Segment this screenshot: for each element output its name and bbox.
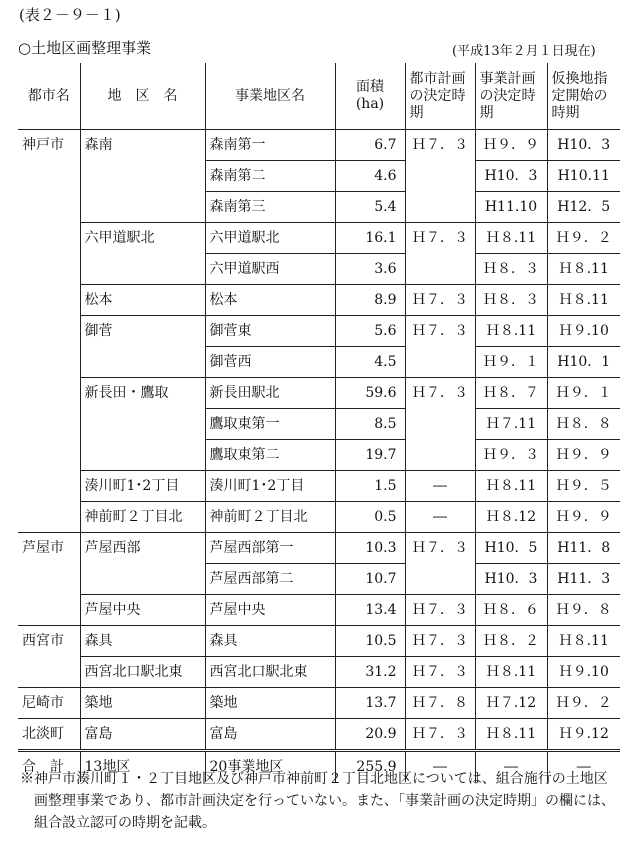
district-cell: 芦屋西部 <box>80 533 205 564</box>
city-cell <box>18 254 80 285</box>
table-row <box>18 688 620 719</box>
table-row <box>18 223 620 254</box>
district-cell: 新長田・鷹取 <box>80 378 205 409</box>
area-cell: 10.7 <box>335 564 405 595</box>
city-cell <box>18 285 80 316</box>
table-row <box>18 595 620 626</box>
replot-date-cell: H10.11 <box>547 161 620 192</box>
table-row <box>18 533 620 564</box>
city-cell <box>18 440 80 471</box>
city-cell <box>18 192 80 223</box>
table-row <box>18 440 620 471</box>
city-plan-date-cell <box>405 440 475 471</box>
project-plan-date-cell: Ｈ９．３ <box>475 440 547 471</box>
city-cell <box>18 409 80 440</box>
city-cell: 芦屋市 <box>18 533 80 564</box>
project-name-cell: 御菅西 <box>205 347 335 378</box>
project-name-cell: 芦屋西部第一 <box>205 533 335 564</box>
district-cell <box>80 409 205 440</box>
city-plan-date-cell: ― <box>405 502 475 533</box>
city-cell <box>18 471 80 502</box>
project-plan-date-cell: ― <box>475 751 547 783</box>
city-cell: 合 計 <box>18 751 80 783</box>
city-cell <box>18 316 80 347</box>
replot-date-cell: Ｈ９．２ <box>547 688 620 719</box>
city-plan-date-cell: Ｈ７．３ <box>405 130 475 161</box>
replot-date-cell: H11．8 <box>547 533 620 564</box>
project-name-cell: 六甲道駅北 <box>205 223 335 254</box>
area-cell: 1.5 <box>335 471 405 502</box>
replot-date-cell: ― <box>547 751 620 783</box>
city-plan-date-cell: Ｈ７．３ <box>405 316 475 347</box>
city-cell <box>18 595 80 626</box>
city-cell <box>18 502 80 533</box>
area-cell: 3.6 <box>335 254 405 285</box>
city-plan-date-cell <box>405 409 475 440</box>
district-cell: 六甲道駅北 <box>80 223 205 254</box>
project-name-cell: 森南第二 <box>205 161 335 192</box>
area-cell: 16.1 <box>335 223 405 254</box>
city-cell: 北淡町 <box>18 719 80 751</box>
replot-date-cell: Ｈ９．１ <box>547 378 620 409</box>
project-plan-date-cell: Ｈ８．６ <box>475 595 547 626</box>
project-name-cell: 松本 <box>205 285 335 316</box>
table-row <box>18 254 620 285</box>
project-name-cell: 御菅東 <box>205 316 335 347</box>
table-number: (表２－９－１) <box>19 6 121 24</box>
replot-date-cell: Ｈ８．８ <box>547 409 620 440</box>
table-row <box>18 502 620 533</box>
city-cell <box>18 564 80 595</box>
replot-date-cell: Ｈ９.12 <box>547 719 620 751</box>
as-of-date: (平成13年２月１日現在) <box>452 44 596 59</box>
district-cell <box>80 440 205 471</box>
replot-date-cell: Ｈ９.10 <box>547 316 620 347</box>
city-plan-date-cell: Ｈ７．３ <box>405 657 475 688</box>
area-cell: 13.7 <box>335 688 405 719</box>
city-plan-date-cell <box>405 254 475 285</box>
table-row <box>18 409 620 440</box>
table-row <box>18 316 620 347</box>
district-cell: 森南 <box>80 130 205 161</box>
city-plan-date-cell: Ｈ７．３ <box>405 533 475 564</box>
table-row <box>18 192 620 223</box>
district-cell: 森具 <box>80 626 205 657</box>
project-plan-date-cell: Ｈ８．３ <box>475 254 547 285</box>
project-name-cell: 鷹取東第一 <box>205 409 335 440</box>
city-cell: 神戸市 <box>22 137 64 153</box>
replot-date-cell: Ｈ８.11 <box>547 285 620 316</box>
project-plan-date-cell: Ｈ８.12 <box>475 502 547 533</box>
area-cell: 4.6 <box>335 161 405 192</box>
project-plan-date-cell: Ｈ８．２ <box>475 626 547 657</box>
project-name-cell: 森南第三 <box>205 192 335 223</box>
area-cell: 10.3 <box>335 533 405 564</box>
city-cell <box>18 161 80 192</box>
replot-date-cell: Ｈ９．９ <box>547 502 620 533</box>
project-plan-date-cell: Ｈ８.11 <box>475 316 547 347</box>
city-plan-date-cell: Ｈ７．３ <box>405 719 475 751</box>
city-plan-date-cell <box>405 564 475 595</box>
project-plan-date-cell: Ｈ７.12 <box>475 688 547 719</box>
header-area: 面積 (ha) <box>335 63 405 130</box>
replot-date-cell: Ｈ９．８ <box>547 595 620 626</box>
area-cell: 6.7 <box>335 130 405 161</box>
area-cell: 59.6 <box>335 378 405 409</box>
project-plan-date-cell: Ｈ８．３ <box>475 285 547 316</box>
project-name-cell: 鷹取東第二 <box>205 440 335 471</box>
header-project-plan: 事業計画の決定時期 <box>475 63 547 130</box>
table-title: ○土地区画整理事業 <box>18 39 152 57</box>
city-cell <box>18 378 80 409</box>
city-cell: 西宮市 <box>18 626 80 657</box>
project-plan-date-cell: Ｈ８.11 <box>475 471 547 502</box>
city-cell <box>18 347 80 378</box>
table-row <box>18 285 620 316</box>
project-name-cell: 富島 <box>205 719 335 751</box>
table-row <box>18 161 620 192</box>
project-plan-date-cell: H10．3 <box>475 161 547 192</box>
district-cell: 御菅 <box>80 316 205 347</box>
project-plan-date-cell: Ｈ７.11 <box>475 409 547 440</box>
project-name-cell: 森南第一 <box>205 130 335 161</box>
project-plan-date-cell: Ｈ９．１ <box>475 347 547 378</box>
area-cell: 5.6 <box>335 316 405 347</box>
area-cell: 8.5 <box>335 409 405 440</box>
project-plan-date-cell: H10．5 <box>475 533 547 564</box>
city-cell <box>18 657 80 688</box>
district-cell: 松本 <box>80 285 205 316</box>
district-cell: 西宮北口駅北東 <box>80 657 205 688</box>
replot-date-cell: H10．1 <box>547 347 620 378</box>
area-cell: 4.5 <box>335 347 405 378</box>
project-plan-date-cell: H11.10 <box>475 192 547 223</box>
header-replot: 仮換地指定開始の時期 <box>547 63 620 130</box>
city-plan-date-cell <box>405 347 475 378</box>
city-plan-date-cell: ― <box>405 751 475 783</box>
city-plan-date-cell: Ｈ７．８ <box>405 688 475 719</box>
city-cell: 尼崎市 <box>18 688 80 719</box>
district-cell <box>80 254 205 285</box>
district-cell <box>80 347 205 378</box>
table-row <box>18 657 620 688</box>
replot-date-cell: Ｈ９．９ <box>547 440 620 471</box>
city-cell <box>18 223 80 254</box>
project-name-cell: 新長田駅北 <box>205 378 335 409</box>
city-plan-date-cell: ― <box>405 471 475 502</box>
area-cell: 10.5 <box>335 626 405 657</box>
replot-date-cell: Ｈ９．２ <box>547 223 620 254</box>
project-name-cell: 芦屋中央 <box>205 595 335 626</box>
land-readjustment-table <box>18 63 620 782</box>
header-project-area: 事業地区名 <box>205 63 335 130</box>
district-cell: 湊川町1･2丁目 <box>80 471 205 502</box>
area-cell: 255.9 <box>335 751 405 783</box>
table-row <box>18 719 620 751</box>
project-name-cell: 六甲道駅西 <box>205 254 335 285</box>
project-plan-date-cell: Ｈ８．７ <box>475 378 547 409</box>
footnote: ※神戸市湊川町１・２丁目地区及び神戸市神前町２丁目北地区については、組合施行の土地区画整理事業であり、都市計画決定を行っていない。また、「事業計画の決定時期」の欄には、組合設立認可の時期を記載。 <box>20 771 615 831</box>
table-row <box>18 130 620 161</box>
city-plan-date-cell: Ｈ７．３ <box>405 223 475 254</box>
header-city-plan: 都市計画の決定時期 <box>405 63 475 130</box>
replot-date-cell: H11．3 <box>547 564 620 595</box>
table-row <box>18 564 620 595</box>
city-plan-date-cell <box>405 161 475 192</box>
district-cell <box>80 161 205 192</box>
replot-date-cell: Ｈ８.11 <box>547 254 620 285</box>
replot-date-cell: Ｈ８.11 <box>547 626 620 657</box>
area-cell: 8.9 <box>335 285 405 316</box>
table-header-row <box>18 63 620 130</box>
project-plan-date-cell: Ｈ８.11 <box>475 657 547 688</box>
project-name-cell: 20事業地区 <box>205 751 335 783</box>
replot-date-cell: Ｈ９.10 <box>547 657 620 688</box>
table-row <box>18 347 620 378</box>
project-name-cell: 神前町２丁目北 <box>205 502 335 533</box>
city-plan-date-cell: Ｈ７．３ <box>405 626 475 657</box>
district-cell <box>80 564 205 595</box>
district-cell <box>80 192 205 223</box>
project-name-cell: 芦屋西部第二 <box>205 564 335 595</box>
project-plan-date-cell: Ｈ８.11 <box>475 223 547 254</box>
area-cell: 31.2 <box>335 657 405 688</box>
area-cell: 13.4 <box>335 595 405 626</box>
project-name-cell: 森具 <box>205 626 335 657</box>
city-plan-date-cell: Ｈ７．３ <box>405 595 475 626</box>
project-name-cell: 湊川町1･2丁目 <box>205 471 335 502</box>
district-cell: 芦屋中央 <box>80 595 205 626</box>
replot-date-cell: H10．3 <box>547 130 620 161</box>
project-plan-date-cell: H10．3 <box>475 564 547 595</box>
replot-date-cell: H12．5 <box>547 192 620 223</box>
project-name-cell: 築地 <box>205 688 335 719</box>
table-row <box>18 378 620 409</box>
district-cell: 築地 <box>80 688 205 719</box>
area-cell: 0.5 <box>335 502 405 533</box>
replot-date-cell: Ｈ９．５ <box>547 471 620 502</box>
district-cell: 神前町２丁目北 <box>80 502 205 533</box>
area-cell: 19.7 <box>335 440 405 471</box>
city-plan-date-cell: Ｈ７．３ <box>405 285 475 316</box>
district-cell: 13地区 <box>80 751 205 783</box>
city-plan-date-cell: Ｈ７．３ <box>405 378 475 409</box>
area-cell: 5.4 <box>335 192 405 223</box>
area-cell: 20.9 <box>335 719 405 751</box>
project-plan-date-cell: Ｈ８.11 <box>475 719 547 751</box>
table-row <box>18 626 620 657</box>
header-city: 都市名 <box>18 63 80 130</box>
project-plan-date-cell: Ｈ９．９ <box>475 130 547 161</box>
header-district: 地 区 名 <box>80 63 205 130</box>
table-row <box>18 471 620 502</box>
city-plan-date-cell <box>405 192 475 223</box>
project-name-cell: 西宮北口駅北東 <box>205 657 335 688</box>
district-cell: 富島 <box>80 719 205 751</box>
table-body <box>18 130 620 783</box>
